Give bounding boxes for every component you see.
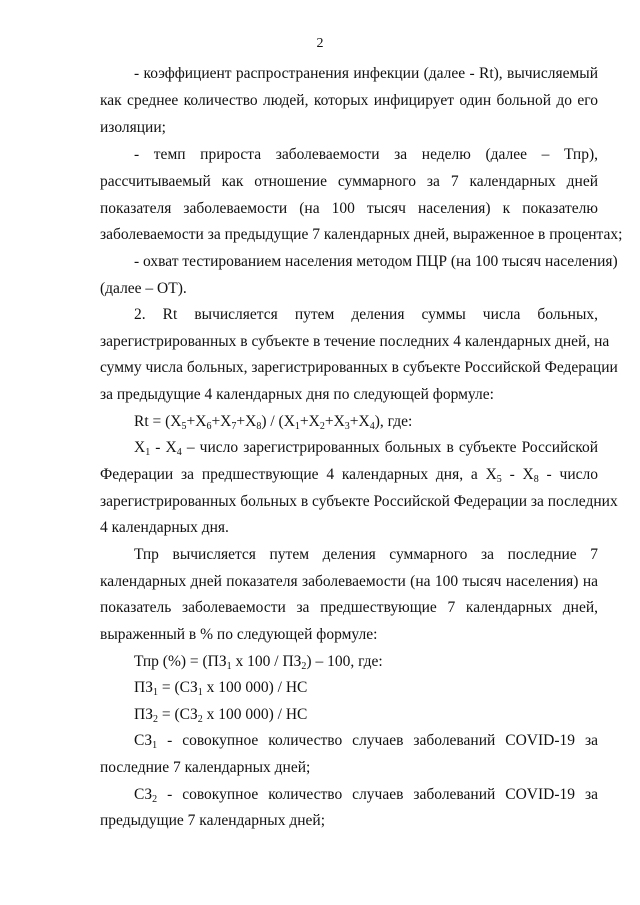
text-line: 2. Rt вычисляется путем деления суммы числа больных, — [134, 306, 598, 323]
text-line: - темп прироста заболеваемости за неделю (далее – Тпр), — [134, 146, 598, 163]
text-line: - коэффициент распространения инфекции (далее - Rt), вычисляемый — [134, 65, 598, 82]
formula-pz2: $ПЗ_2 = (СЗ_2$ х 100 000) / НС — [134, 706, 308, 725]
text-line: $СЗ_1$ - совокупное количество случаев заболеваний COVID-19 за — [134, 732, 598, 751]
text-line: зарегистрированных больных в субъекте Российской Федерации за последних — [100, 493, 618, 510]
text-line: Федерации за предшествующие 4 календарных дня, а $X_5 - X_8$ - число — [100, 466, 598, 485]
text-line: рассчитываемый как отношение суммарного за 7 календарных дней — [100, 173, 598, 190]
text-line: календарных дней показателя заболеваемости (на 100 тысяч населения) на — [100, 573, 598, 590]
formula-rt: $Rt = (X_5+X_6+X_7+X_8) / (X_1+X_2+X_3+X_4)$, где: — [134, 413, 413, 432]
formula-pz1: $ПЗ_1 = (СЗ_1$ х 100 000) / НС — [134, 679, 308, 698]
page-number: 2 — [316, 36, 324, 51]
text-line: как среднее количество людей, которых инфицирует один больной до его — [100, 92, 598, 109]
text-line: изоляции; — [100, 119, 166, 136]
text-line: $СЗ_2$ - совокупное количество случаев заболеваний COVID-19 за — [134, 786, 598, 805]
text-line: - охват тестированием населения методом ПЦР (на 100 тысяч населения) — [134, 253, 618, 270]
text-line: Тпр вычисляется путем деления суммарного за последние 7 — [134, 546, 598, 563]
text-line: заболеваемости за предыдущие 7 календарных дней, выраженное в процентах; — [100, 226, 623, 243]
text-line: предыдущие 7 календарных дней; — [100, 812, 325, 829]
text-line: $X_1 - X_4$ – число зарегистрированных больных в субъекте Российской — [134, 439, 599, 458]
text-line: за предыдущие 4 календарных дня по следующей формуле: — [100, 386, 494, 403]
text-line: показателя заболеваемости (на 100 тысяч населения) к показателю — [100, 200, 598, 217]
text-line: зарегистрированных в субъекте в течение последних 4 календарных дней, на — [100, 333, 610, 350]
text-line: (далее – ОТ). — [100, 280, 187, 297]
text-line: последние 7 календарных дней; — [100, 759, 311, 776]
text-line: сумму числа больных, зарегистрированных в субъекте Российской Федерации — [100, 359, 618, 376]
text-line: показатель заболеваемости за предшествующие 7 календарных дней, — [100, 599, 598, 616]
formula-tpr: Тпр (%) = ($ПЗ_1$ х $100 / ПЗ_2) - 100$, где: — [134, 653, 383, 672]
text-line: выраженный в % по следующей формуле: — [100, 626, 378, 643]
text-line: 4 календарных дня. — [100, 519, 229, 536]
